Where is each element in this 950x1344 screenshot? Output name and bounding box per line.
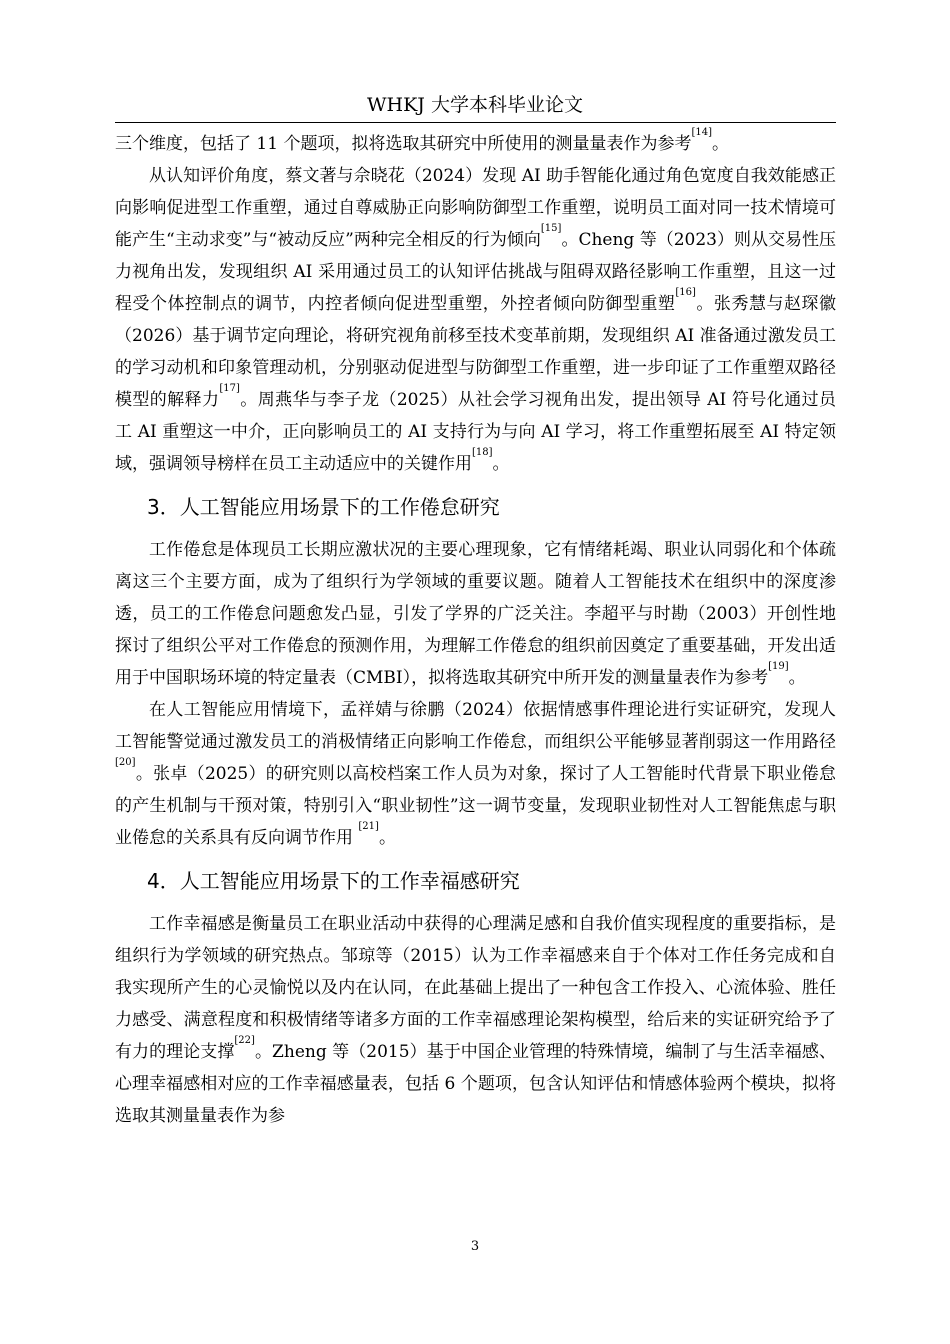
citation: [15] — [540, 223, 562, 234]
citation: [22] — [234, 1035, 255, 1046]
header-divider — [115, 122, 836, 123]
paragraph-text: 。张秀慧与赵琛徽（2026）基于调节定向理论，将研究视角前移至技术变革前期，发现组织 AI 准备通过激发员工的学习动机和印象管理动机，分别驱动促进型与防御型工作重塑，进一步印证了工作重塑双路径模型的解释力 — [115, 294, 836, 410]
citation: [17] — [219, 383, 240, 394]
paragraph-text: 。Cheng 等（2023）则从交易性压力视角出发，发现组织 AI 采用通过员工的认知评估挑战与阻碍双路径影响工作重塑，且这一过程受个体控制点的调节，内控者倾向促进型重塑，外控者倾向防御型重塑 — [115, 230, 837, 314]
citation: [18] — [472, 447, 493, 458]
paragraph-text: 从认知评价角度，蔡文著与佘晓花（2024）发现 AI 助手智能化通过角色宽度自我效能感正向影响促进型工作重塑，通过自尊威胁正向影响防御型工作重塑，说明员工面对同一技术情境可能产生“主动求变”与“被动反应”两种完全相反的行为倾向 — [115, 166, 836, 250]
citation: [14] — [691, 127, 712, 138]
paragraph-continued — [115, 128, 836, 160]
paragraph-text: 。张卓（2025）的研究则以高校档案工作人员为对象，探讨了人工智能时代背景下职业倦怠的产生机制与干预对策，特别引入“职业韧性”这一调节变量，发现职业韧性对人工智能焦虑与职业倦怠的关系具有反向调节作用 — [115, 764, 836, 848]
paragraph-text: 工作倦怠是体现员工长期应激状况的主要心理现象，它有情绪耗竭、职业认同弱化和个体疏离这三个主要方面，成为了组织行为学领域的重要议题。随着人工智能技术在组织中的深度渗透，员工的工作倦怠问题愈发凸显，引发了学界的广泛关注。李超平与时勘（2003）开创性地探讨了组织公平对工作倦怠的预测作用，为理解工作倦怠的组织前因奠定了重要基础，开发出适用于中国职场环境的特定量表（CMBI），拟将选取其研究中所开发的测量量表作为参考 — [115, 540, 836, 688]
paragraph-text: 。 — [788, 668, 806, 688]
paragraph-text: 。周燕华与李子龙（2025）从社会学习视角出发，提出领导 AI 符号化通过员工 AI 重塑这一中介，正向影响员工的 AI 支持行为与向 AI 学习，将工作重塑拓展至 AI 特定领域，强调领导榜样在员工主动适应中的关键作用 — [115, 390, 837, 474]
page-number: 3 — [470, 1239, 480, 1254]
paragraph — [115, 160, 836, 480]
paragraph-text: 。 — [378, 828, 396, 848]
paragraph-text: 。Zheng 等（2015）基于中国企业管理的特殊情境，编制了与生活幸福感、心理幸福感相对应的工作幸福感量表，包括 6 个题项，包含认知评估和情感体验两个模块，拟将选取其测量量表作为参 — [115, 1042, 836, 1126]
paragraph-text: 在人工智能应用情境下，孟祥婧与徐鹏（2024）依据情感事件理论进行实证研究，发现人工智能警觉通过激发员工的消极情绪正向影响工作倦怠，而组织公平能够显著削弱这一作用路径 — [115, 700, 836, 752]
paragraph-text: 三个维度，包括了 11 个题项，拟将选取其研究中所使用的测量量表作为参考 — [115, 134, 692, 154]
citation: [21] — [358, 821, 379, 832]
citation: [20] — [115, 757, 136, 768]
paragraph — [115, 534, 836, 694]
paragraph — [115, 908, 836, 1132]
section-heading: 3．人工智能应用场景下的工作倦怠研究 — [147, 495, 500, 519]
paragraph — [115, 694, 836, 854]
paragraph-text: 。 — [492, 454, 510, 474]
paragraph-text: 工作幸福感是衡量员工在职业活动中获得的心理满足感和自我价值实现程度的重要指标，是组织行为学领域的研究热点。邹琼等（2015）认为工作幸福感来自于个体对工作任务完成和自我实现所产生的心灵愉悦以及内在认同，在此基础上提出了一种包含工作投入、心流体验、胜任力感受、满意程度和积极情绪等诸多方面的工作幸福感理论架构模型，给后来的实证研究给予了有力的理论支撑 — [115, 914, 836, 1062]
running-header: WHKJ 大学本科毕业论文 — [367, 94, 583, 116]
citation: [16] — [675, 287, 696, 298]
paragraph-text: 。 — [711, 134, 729, 154]
section-heading: 4．人工智能应用场景下的工作幸福感研究 — [147, 869, 520, 893]
body-text — [115, 128, 836, 1132]
citation: [19] — [768, 661, 789, 672]
